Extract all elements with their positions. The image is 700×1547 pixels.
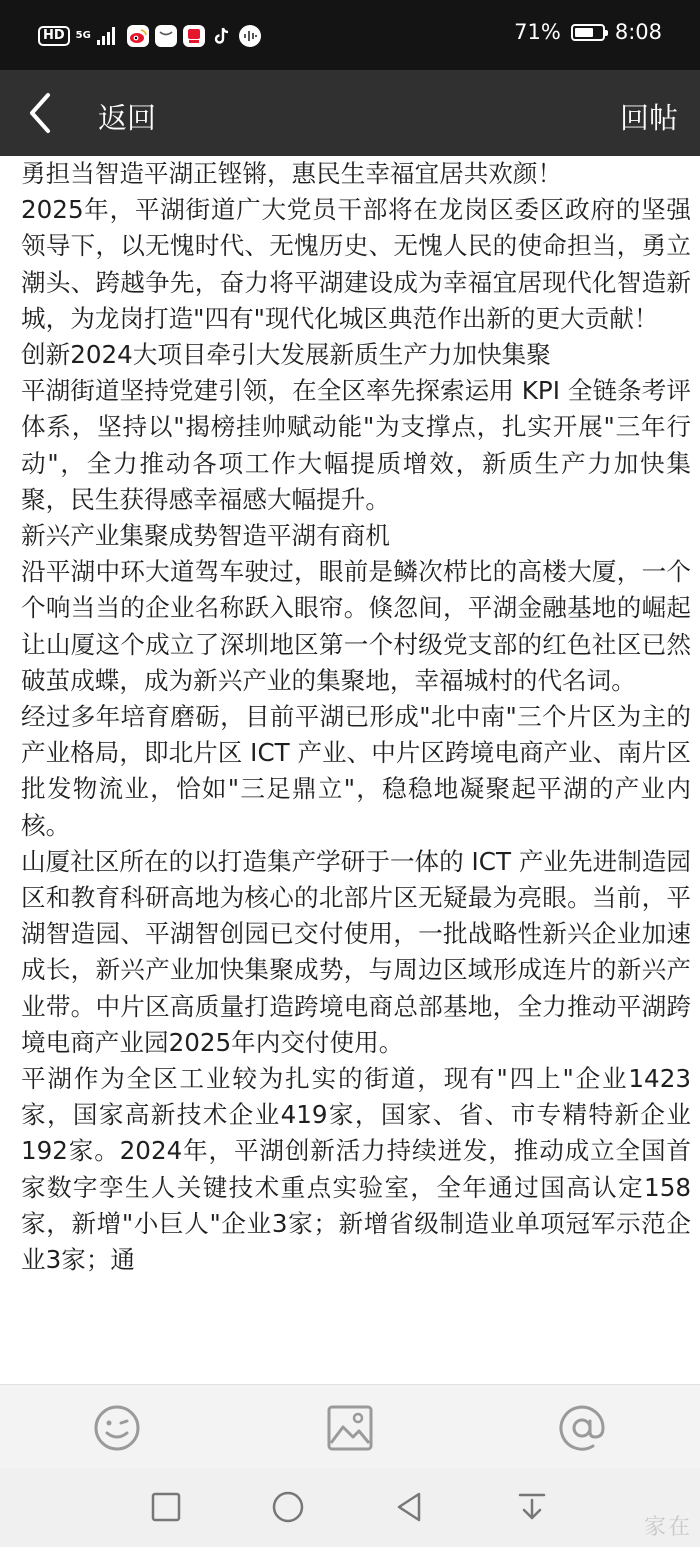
headline: 勇担当智造平湖正铿锵，惠民生幸福宜居共欢颜！ [21, 159, 563, 188]
back-arrow-icon[interactable] [22, 90, 62, 136]
battery-percent: 71% [514, 20, 561, 44]
battery-fill [575, 28, 593, 37]
paragraph: 2025年，平湖街道广大党员干部将在龙岗区委区政府的坚强领导下，以无愧时代、无愧历史、无愧人民的使命担当，勇立潮头、跨越争先，奋力将平湖建设成为幸福宜居现代化智造新城，为龙岗打造"四有"现代化城区典范作出新的更大贡献！ [21, 195, 691, 333]
app-red-icon [183, 25, 205, 47]
chat-icon [155, 25, 177, 47]
weibo-icon [127, 25, 149, 47]
emoji-icon[interactable] [92, 1403, 142, 1453]
status-left [38, 22, 261, 50]
paragraph: 山厦社区所在的以打造集产学研于一体的 ICT 产业先进制造园区和教育科研高地为核心的北部片区无疑最为亮眼。当前，平湖智造园、平湖智创园已交付使用，一批战略性新兴企业加速成长，新兴产业加快集聚成势，与周边区域形成连片的新兴产业带。中片区高质量打造跨境电商总部基地，全力推动平湖跨境电商产业园2025年内交付使用。 [21, 846, 691, 1057]
notification-pull-icon[interactable] [515, 1490, 549, 1524]
status-bar [0, 0, 700, 70]
title-bar [0, 70, 700, 156]
clock: 8:08 [614, 20, 662, 44]
back-button[interactable]: 返回 [98, 101, 157, 135]
recent-apps-icon[interactable] [149, 1490, 183, 1524]
mention-icon[interactable] [557, 1403, 607, 1453]
reply-button[interactable]: 回帖 [619, 101, 678, 135]
paragraph: 平湖作为全区工业较为扎实的街道，现有"四上"企业1423家，国家高新技术企业419家，国家、省、市专精特新企业192家。2024年，平湖创新活力持续迸发，推动成立全国首家数字孪生人关键技术重点实验室，全年通过国高认定158家，新增"小巨人"企业3家；新增省级制造业单项冠军示范企业3家；通 [21, 1064, 691, 1275]
post-content [21, 156, 691, 1384]
section-heading: 创新2024大项目牵引大发展新质生产力加快集聚 [21, 340, 551, 370]
status-right [514, 20, 662, 44]
tiktok-icon [211, 25, 233, 47]
signal-icon [97, 27, 115, 45]
paragraph: 沿平湖中环大道驾车驶过，眼前是鳞次栉比的高楼大厦，一个个响当当的企业名称跃入眼帘。倏忽间，平湖金融基地的崛起让山厦这个成立了深圳地区第一个村级党支部的红色社区已然破茧成蝶，成为新兴产业的集聚地，幸福城村的代名词。 [21, 557, 691, 695]
compose-toolbar [0, 1384, 700, 1469]
system-nav-bar [0, 1468, 700, 1547]
image-icon[interactable] [325, 1403, 375, 1453]
home-icon[interactable] [271, 1490, 305, 1524]
watermark-logo: 家在 [643, 1515, 692, 1540]
paragraph: 经过多年培育磨砺，目前平湖已形成"北中南"三个片区为主的产业格局，即北片区 ICT 产业、中片区跨境电商产业、南片区批发物流业，恰如"三足鼎立"，稳稳地凝聚起平湖的产业内核。 [21, 702, 691, 840]
audio-icon [239, 25, 261, 47]
battery-icon [571, 24, 605, 41]
network-type: 5G [75, 30, 91, 41]
hd-badge: HD [38, 26, 70, 46]
paragraph: 平湖街道坚持党建引领，在全区率先探索运用 KPI 全链条考评体系，坚持以"揭榜挂帅赋动能"为支撑点，扎实开展"三年行动"，全力推动各项工作大幅提质增效，新质生产力加快集聚，民生获得感幸福感大幅提升。 [21, 376, 691, 514]
back-icon[interactable] [393, 1490, 427, 1524]
section-heading: 新兴产业集聚成势智造平湖有商机 [21, 521, 390, 551]
